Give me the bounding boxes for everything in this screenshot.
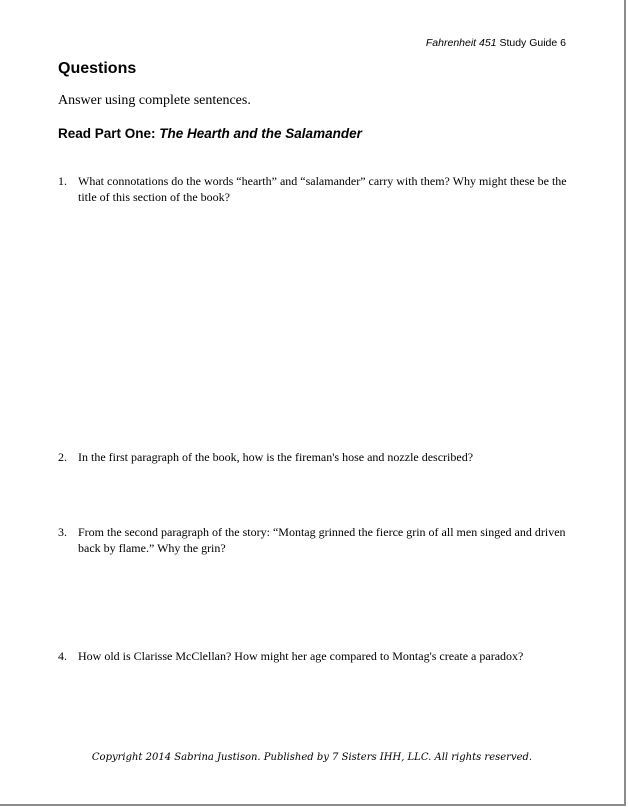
question-2 [58, 450, 568, 466]
copyright-footer: Copyright 2014 Sabrina Justison. Published by 7 Sisters IHH, LLC. All rights reserved. [91, 752, 533, 763]
instructions: Answer using complete sentences. [58, 93, 251, 108]
question-1 [58, 174, 568, 205]
header-guide-label: Study Guide 6 [496, 37, 566, 49]
section-title: Questions [58, 60, 137, 77]
header-book-title: Fahrenheit 451 [425, 37, 497, 49]
part-title: The Hearth and the Salamander [159, 126, 362, 141]
question-4 [58, 649, 568, 665]
question-number: 3. [58, 525, 67, 539]
question-text: How old is Clarisse McClellan? How might her age compared to Montag's create a paradox? [78, 649, 524, 663]
question-number: 2. [58, 450, 67, 464]
question-number: 1. [58, 174, 67, 188]
question-3 [58, 525, 568, 556]
part-prefix: Read Part One: [58, 126, 160, 141]
question-text: From the second paragraph of the story: “Montag grinned the fierce grin of all men singed and driven back by flame.” Why the grin? [78, 525, 566, 555]
question-text: In the first paragraph of the book, how is the fireman's hose and nozzle described? [78, 450, 474, 464]
question-text: What connotations do the words “hearth” and “salamander” carry with them? Why might these be the title of this section of the book? [78, 174, 567, 204]
part-heading [58, 126, 362, 141]
question-number: 4. [58, 649, 67, 663]
running-header [426, 37, 566, 49]
